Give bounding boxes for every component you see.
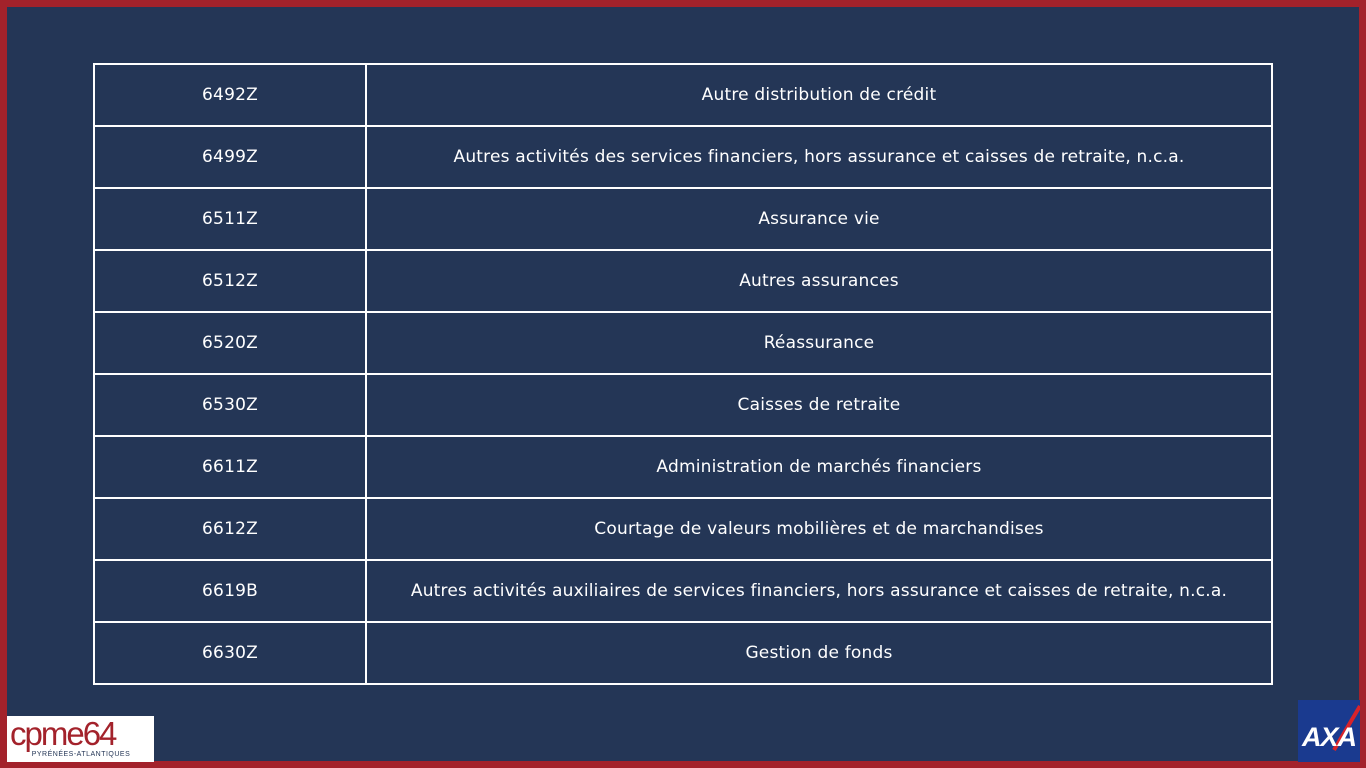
table-row [94,64,1272,126]
label-cell: Courtage de valeurs mobilières et de marchandises [366,498,1272,560]
label-cell: Caisses de retraite [366,374,1272,436]
slide [7,7,1359,761]
table-row [94,188,1272,250]
label-cell: Autres assurances [366,250,1272,312]
code-cell: 6520Z [94,312,366,374]
code-cell: 6530Z [94,374,366,436]
axa-logo-text: AXA [1302,722,1357,752]
naf-codes-table [93,63,1273,685]
table-row [94,560,1272,622]
table-row [94,374,1272,436]
code-cell: 6511Z [94,188,366,250]
table-row [94,126,1272,188]
code-cell: 6612Z [94,498,366,560]
table-row [94,312,1272,374]
label-cell: Réassurance [366,312,1272,374]
table-row [94,622,1272,684]
label-cell: Autres activités des services financiers, hors assurance et caisses de retraite, n.c.a. [366,126,1272,188]
code-cell: 6619B [94,560,366,622]
label-cell: Autre distribution de crédit [366,64,1272,126]
table-row [94,250,1272,312]
code-cell: 6512Z [94,250,366,312]
table-row [94,498,1272,560]
code-cell: 6611Z [94,436,366,498]
cpme64-logo [7,716,154,762]
label-cell: Gestion de fonds [366,622,1272,684]
code-cell: 6630Z [94,622,366,684]
table-row [94,436,1272,498]
code-cell: 6499Z [94,126,366,188]
code-cell: 6492Z [94,64,366,126]
label-cell: Administration de marchés financiers [366,436,1272,498]
label-cell: Autres activités auxiliaires de services financiers, hors assurance et caisses de retraite, n.c.a. [366,560,1272,622]
cpme64-region-text: PYRÉNÉES-ATLANTIQUES [31,751,131,758]
axa-logo [1298,700,1360,762]
cpme64-logo-text: cpme64 [10,715,116,752]
label-cell: Assurance vie [366,188,1272,250]
